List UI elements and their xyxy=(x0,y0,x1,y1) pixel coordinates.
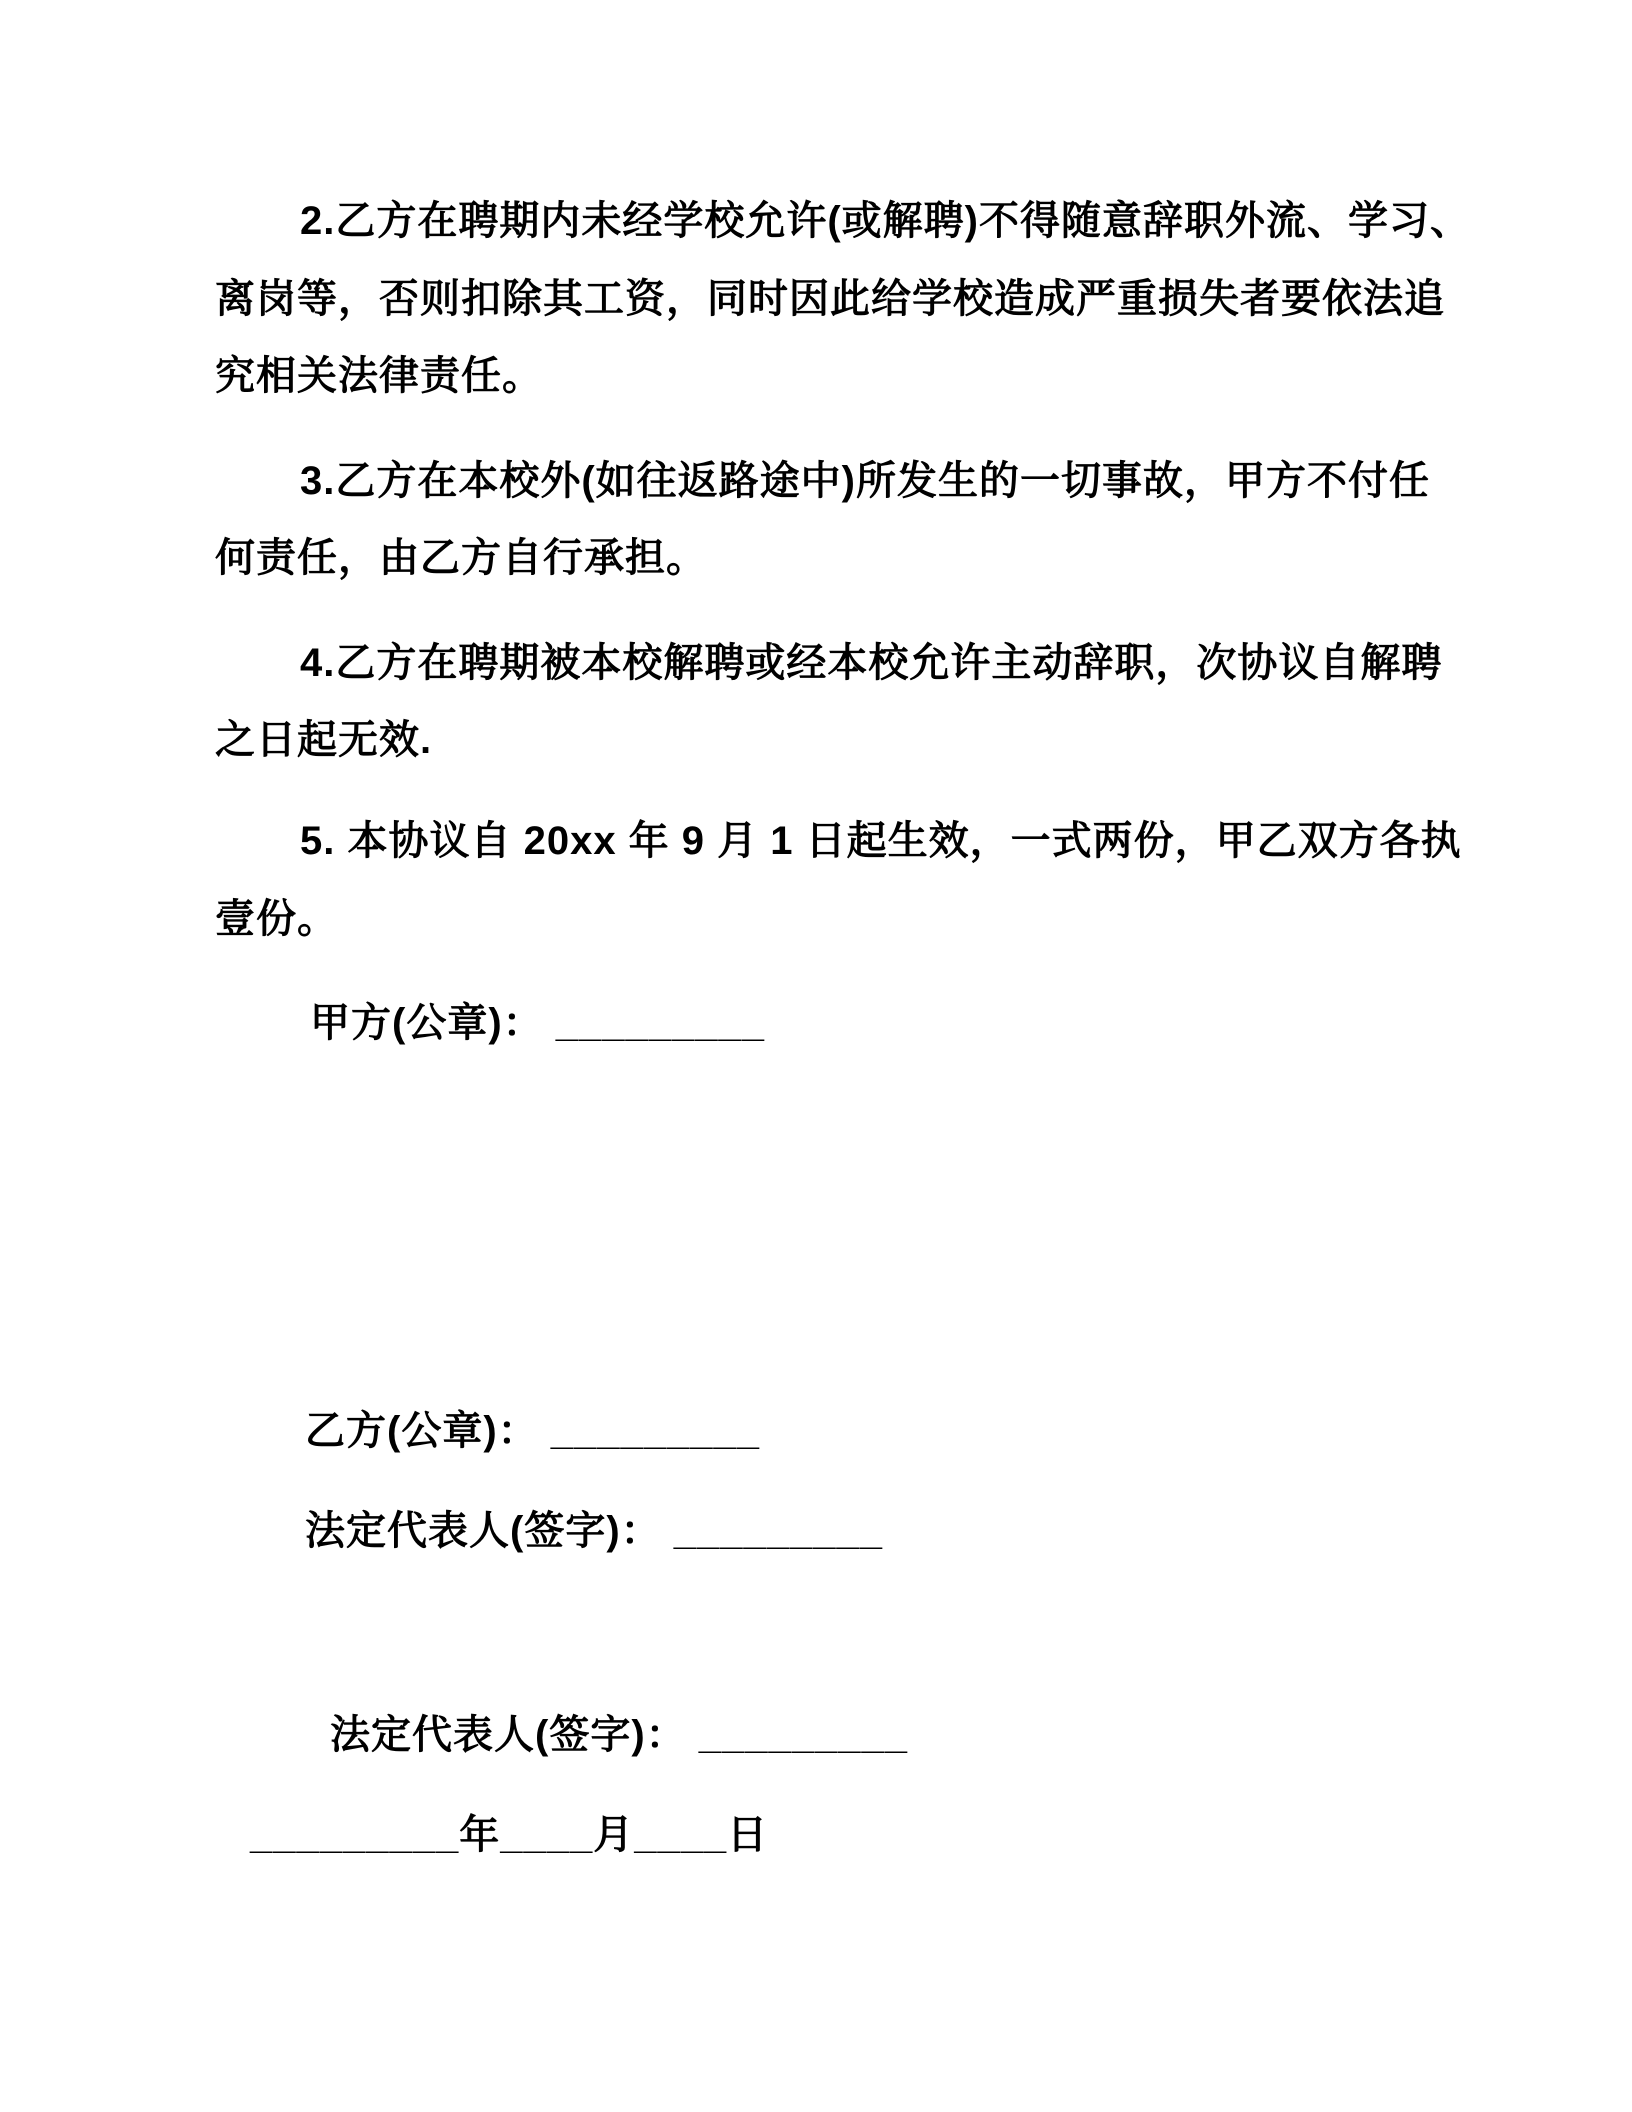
clause-3-line-2: 何责任，由乙方自行承担。 xyxy=(215,536,707,580)
clause-4-line-1: 4.乙方在聘期被本校解聘或经本校允许主动辞职，次协议自解聘 xyxy=(300,641,1443,685)
clause-5-line-2: 壹份。 xyxy=(215,897,338,941)
clause-5-line-1: 5. 本协议自 20xx 年 9 月 1 日起生效，一式两份，甲乙双方各执 xyxy=(300,819,1462,863)
clause-2-line-1: 2.乙方在聘期内未经学校允许(或解聘)不得随意辞职外流、学习、 xyxy=(300,199,1471,243)
party-b-seal-line: 乙方(公章)： _________ xyxy=(305,1409,760,1453)
legal-representative-signature-line-1: 法定代表人(签字)： _________ xyxy=(305,1509,883,1553)
legal-representative-signature-line-2: 法定代表人(签字)： _________ xyxy=(330,1713,908,1757)
clause-2-line-2: 离岗等，否则扣除其工资，同时因此给学校造成严重损失者要依法追 xyxy=(215,277,1445,321)
party-a-seal-line: 甲方(公章)： _________ xyxy=(310,1001,765,1045)
clause-4-line-2: 之日起无效. xyxy=(215,718,433,762)
clause-3-line-1: 3.乙方在本校外(如往返路途中)所发生的一切事故，甲方不付任 xyxy=(300,459,1430,503)
date-fill-in-line: _________年____月____日 xyxy=(250,1813,769,1857)
clause-2-line-3: 究相关法律责任。 xyxy=(215,354,543,398)
